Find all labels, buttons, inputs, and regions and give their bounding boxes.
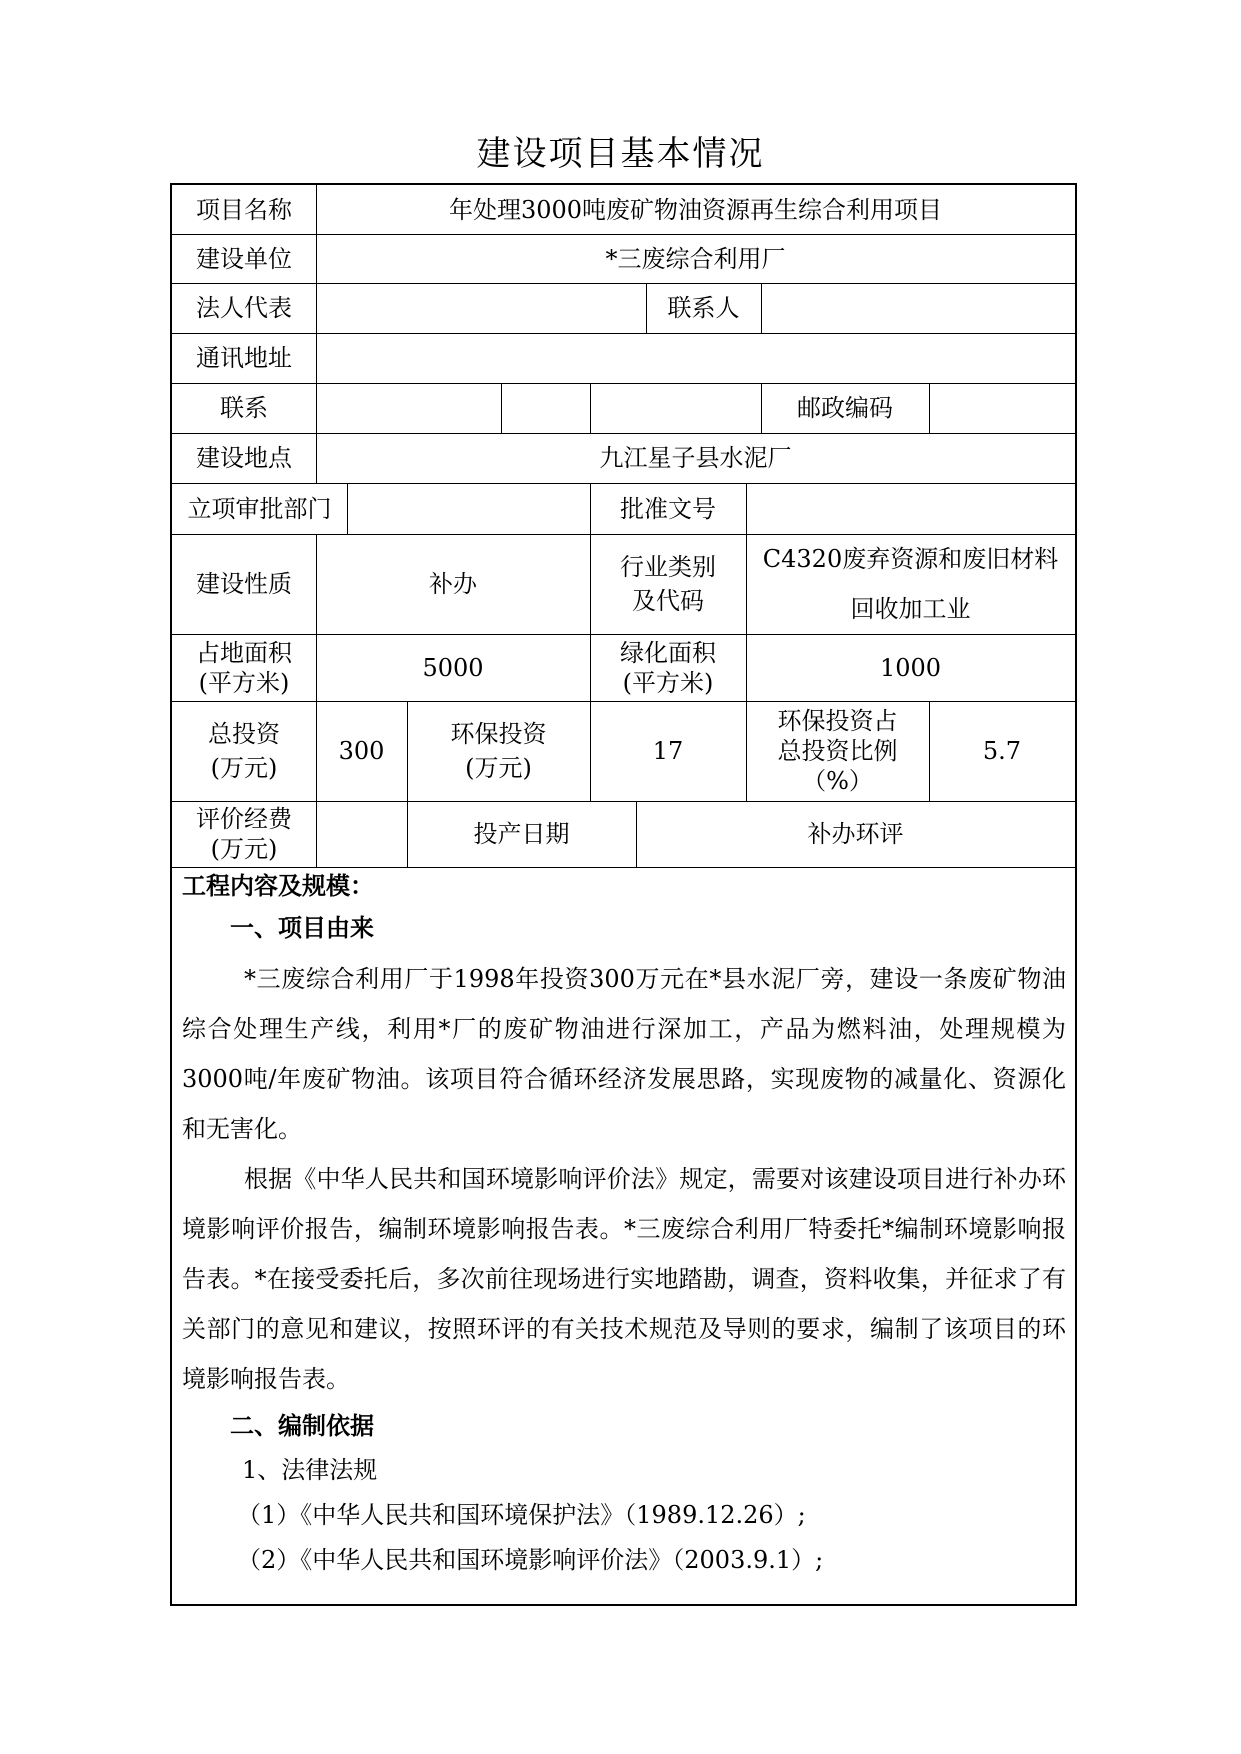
col-divider [347,483,348,534]
env-invest-label: 环保投资 (万元) [450,720,547,782]
paragraph-basis: 根据《中华人民共和国环境影响评价法》规定，需要对该建设项目进行补办环境影响评价报告，编制环境影响报告表。*三废综合利用厂特委托*编制环境影响报告表。*在接受委托后，多次前往现场进行实地踏勘，调查，资料收集，并征求了有关部门的意见和建议，按照环评的有关技术规范及导则的要求，编制了该项目的环境影响报告表。 [182,1165,1066,1393]
contact-person-value [761,283,1075,333]
legal-rep-label: 法人代表 [196,294,292,322]
production-date-value: 补办环评 [807,820,904,848]
site-label: 建设地点 [196,444,292,472]
legal-rep-value [316,283,646,333]
project-name-value: 年处理3000吨废矿物油资源再生综合利用项目 [448,195,943,224]
total-invest-value: 300 [338,737,385,765]
land-area-value: 5000 [422,653,484,682]
approval-dept-label: 立项审批部门 [187,494,332,523]
col-divider [501,383,502,433]
industry-label: 行业类别 及代码 [620,553,716,615]
approval-no-label: 批准文号 [620,494,716,523]
industry-value: C4320废弃资源和废旧材料 回收加工业 [762,545,1059,623]
green-area-label: 绿化面积 (平方米) [620,638,716,697]
eval-fee-value [316,801,407,867]
list-item: 1、法律法规 [242,1456,378,1484]
section-heading-origin: 一、项目由来 [230,914,374,942]
contact-label: 联系 [220,394,268,422]
nature-value: 补办 [429,570,477,598]
nature-label: 建设性质 [196,570,292,598]
list-item: （1）《中华人民共和国环境保护法》（1989.12.26）; [237,1501,806,1529]
page-title: 建设项目基本情况 [476,134,765,174]
content-heading: 工程内容及规模： [182,872,374,900]
total-invest-label: 总投资 (万元) [208,720,280,782]
address-label: 通讯地址 [196,344,292,372]
env-ratio-label: 环保投资占 总投资比例 （%） [777,707,898,795]
col-divider [590,383,591,433]
project-content-section [182,868,1066,1583]
contact-person-label: 联系人 [667,294,740,322]
paragraph-origin: *三废综合利用厂于1998年投资300万元在*县水泥厂旁，建设一条废矿物油综合处理生产线，利用*厂的废矿物油进行深加工，产品为燃料油，处理规模为3000吨/年废矿物油。该项目符合循环经济发展思路，实现废物的减量化、资源化和无害化。 [182,965,1066,1143]
land-area-label: 占地面积 (平方米) [196,638,292,697]
list-item: （2）《中华人民共和国环境影响评价法》（2003.9.1）; [237,1546,824,1574]
project-name-label: 项目名称 [196,195,292,224]
production-date-label: 投产日期 [473,820,570,848]
address-value [316,333,1075,383]
eval-fee-label: 评价经费 (万元) [196,805,292,863]
section-heading-basis: 二、编制依据 [230,1412,374,1440]
builder-value: *三废综合利用厂 [605,244,786,273]
postal-code-label: 邮政编码 [797,394,893,422]
builder-label: 建设单位 [196,244,292,273]
green-area-value: 1000 [879,653,942,682]
env-invest-value: 17 [652,737,684,765]
col-divider [929,383,930,433]
env-ratio-value: 5.7 [982,737,1022,765]
site-value: 九江星子县水泥厂 [599,444,792,472]
